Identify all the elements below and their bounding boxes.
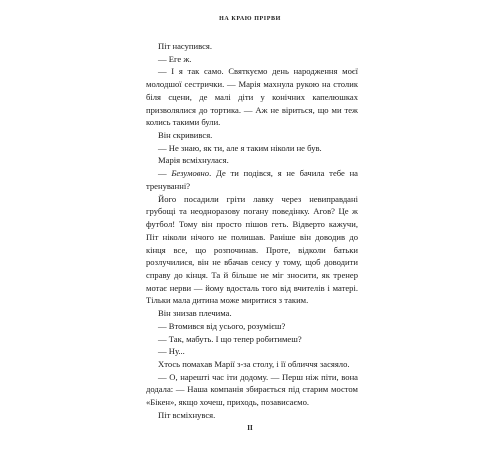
text-run: — Не знаю, як ти, але я таким ніколи не був. — [158, 142, 322, 153]
paragraph — [146, 409, 358, 422]
paragraph — [146, 193, 358, 307]
text-run: Піт всміхнувся. — [158, 409, 216, 420]
running-header: НА КРАЮ ПРІРВИ — [219, 16, 281, 22]
paragraph — [146, 307, 358, 320]
paragraph — [146, 65, 358, 129]
text-run: Піт насупився. — [158, 41, 213, 51]
text-run: — І я так само. Святкуємо день народження моєї молодшої сестрички. — Марія махнула рукою на столик біля сцени, де малі діти у конічних капелюшках призволялися до тортика. — Аж не віриться, що ми теж колись такими були. — [146, 66, 358, 128]
text-run: Він знизав плечима. — [158, 308, 232, 319]
paragraph — [146, 53, 358, 66]
text-run: . Де ти подівся, я не бачила тебе на тренуванні? — [146, 168, 358, 191]
body-text — [146, 40, 358, 422]
text-run: Його посадили гріти лавку через невиправдані грубощі та неодноразову погану поведінку. Агов? Це ж футбол! Тому він просто пішов геть. Відверто кажучи, Піт ніколи нічого не полишав. Раніше він доводив до кінця все, що розпочинав. Проте, відколи батьки розлучилися, він не вбачав сенсу у тому, щоб доводити справу до кінця. Та й більше не міг зносити, як тренер мотає нерви — йому вдосталь того від вчителів і матері. Тільки мала дитина може миритися з таким. — [146, 193, 358, 306]
paragraph — [146, 142, 358, 155]
text-run: — Еге ж. — [158, 53, 192, 64]
paragraph — [146, 345, 358, 358]
text-run: — Так, мабуть. І що тепер робитимеш? — [158, 333, 302, 344]
text-run: Він скривився. — [158, 130, 213, 141]
text-run: — Втомився від усього, розумієш? — [158, 320, 286, 331]
paragraph — [146, 333, 358, 346]
paragraph — [146, 154, 358, 167]
paragraph — [146, 40, 358, 53]
paragraph — [146, 358, 358, 371]
text-run: Марія всміхнулася. — [158, 155, 229, 166]
text-run: — Ну... — [158, 346, 185, 357]
text-run: Хтось помахав Марії з-за столу, і її обличчя засяяло. — [158, 358, 350, 369]
paragraph — [146, 371, 358, 409]
italic-run: Безумовно — [171, 168, 210, 179]
paragraph — [146, 320, 358, 333]
page-number: II — [247, 424, 253, 432]
text-run: — О, нарешті час іти додому. — Перш ніж піти, вона додала: — Наша компанія збирається під старим мостом «Бікен», якщо хочеш, приходь, позависаємо. — [146, 371, 358, 408]
text-run: — — [158, 168, 172, 179]
paragraph — [146, 129, 358, 142]
paragraph — [146, 167, 358, 192]
